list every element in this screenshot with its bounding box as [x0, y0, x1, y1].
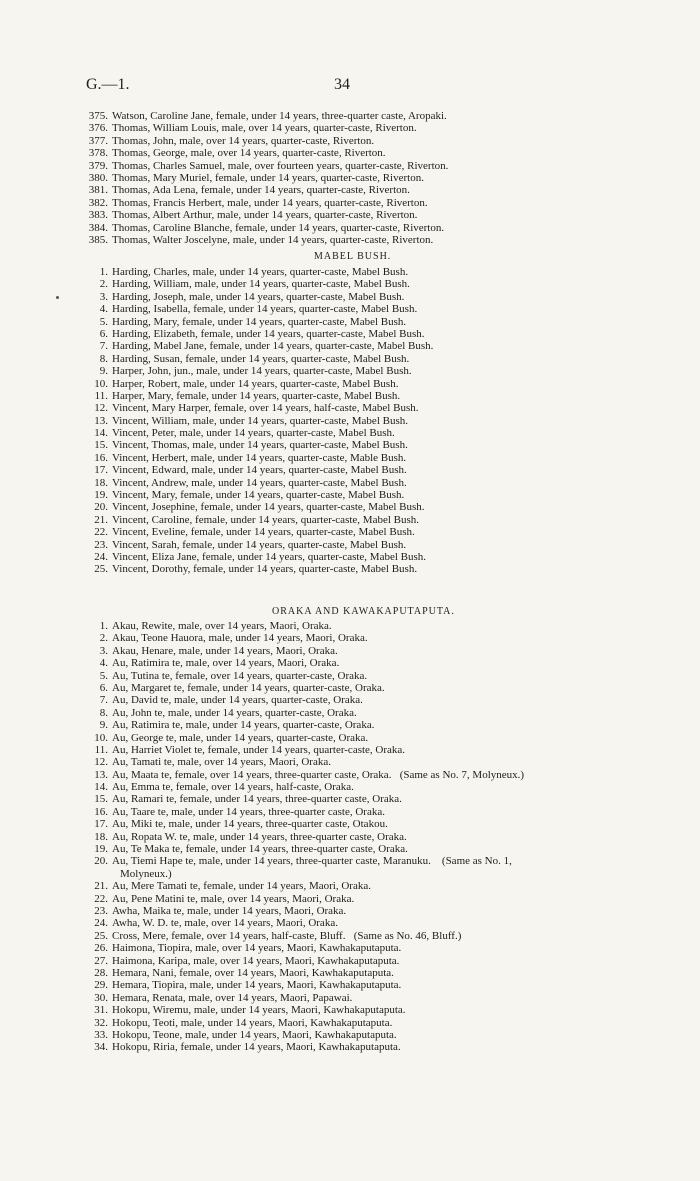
entry-number: 3.	[99, 290, 108, 303]
list-item	[80, 979, 524, 991]
entry-text	[112, 303, 433, 315]
entry-text	[112, 707, 524, 719]
entry-description: Harding, Susan, female, under 14 years, quarter-caste, Mabel Bush.	[112, 352, 410, 365]
entry-text	[112, 955, 524, 967]
entry-list-mabel-bush	[80, 266, 433, 576]
entry-description: Awha, W. D. te, male, over 14 years, Maori, Oraka.	[112, 917, 338, 930]
section-heading-oraka: ORAKA AND KAWAKAPUTAPUTA.	[272, 606, 455, 617]
list-item	[80, 793, 524, 805]
entry-description: Harding, Charles, male, under 14 years, quarter-caste, Mabel Bush.	[112, 266, 409, 278]
entry-number: 11.	[94, 389, 108, 402]
entry-description: Harding, Mary, female, under 14 years, quarter-caste, Mabel Bush.	[112, 315, 407, 328]
entry-description: Harper, Mary, female, under 14 years, quarter-caste, Mabel Bush.	[112, 389, 401, 402]
entry-number: 6.	[99, 327, 108, 340]
entry-number: 13.	[94, 414, 108, 427]
entry-number: 14.	[94, 427, 108, 440]
entry-number: 380.	[88, 171, 108, 184]
entry-number: 31.	[94, 1004, 108, 1017]
list-item	[80, 905, 524, 917]
list-item	[80, 806, 524, 818]
list-item	[80, 781, 524, 793]
entry-number: 1.	[99, 266, 108, 278]
entry-number: 381.	[88, 184, 108, 197]
list-item	[80, 1017, 524, 1029]
entry-text	[112, 501, 433, 513]
entry-description: Thomas, Albert Arthur, male, under 14 years, quarter-caste, Riverton.	[112, 209, 418, 222]
entry-number: 2.	[99, 632, 108, 645]
entry-description: Harding, Mabel Jane, female, under 14 years, quarter-caste, Mabel Bush.	[112, 340, 434, 353]
list-item	[80, 670, 524, 682]
entry-number: 18.	[94, 830, 108, 843]
entry-number: 21.	[94, 513, 108, 526]
entry-description: Vincent, Josephine, female, under 14 years, quarter-caste, Mabel Bush.	[112, 501, 425, 514]
entry-text	[112, 291, 433, 303]
entry-number: 33.	[94, 1028, 108, 1041]
entry-number: 21.	[94, 880, 108, 893]
entry-number: 377.	[88, 134, 108, 147]
entry-number: 12.	[94, 402, 108, 415]
entry-number: 23.	[94, 538, 108, 551]
list-item	[80, 682, 524, 694]
list-item	[80, 122, 448, 134]
entry-description: Vincent, Andrew, male, under 14 years, quarter-caste, Mabel Bush.	[112, 476, 407, 489]
entry-description: Vincent, Sarah, female, under 14 years, quarter-caste, Mabel Bush.	[112, 538, 407, 551]
entry-text	[112, 184, 448, 196]
entry-number: 12.	[94, 756, 108, 769]
list-item	[80, 464, 433, 476]
entry-description: Harding, Isabella, female, under 14 years, quarter-caste, Mabel Bush.	[112, 303, 418, 316]
entry-text	[112, 694, 524, 706]
entry-text	[112, 942, 524, 954]
entry-text	[112, 1004, 524, 1016]
entry-cross-reference: (Same as No. 1,	[441, 855, 512, 868]
entry-number: 379.	[88, 159, 108, 172]
list-item	[80, 769, 524, 781]
entry-description: Haimona, Tiopira, male, over 14 years, Maori, Kawhakaputaputa.	[112, 942, 402, 955]
entry-description: Au, David te, male, under 14 years, quarter-caste, Oraka.	[112, 694, 363, 707]
entry-description: Au, Ramari te, female, under 14 years, three-quarter caste, Oraka.	[112, 793, 402, 806]
entry-number: 382.	[88, 196, 108, 209]
list-item	[80, 992, 524, 1004]
entry-text	[112, 172, 448, 184]
entry-description: Au, Tamati te, male, over 14 years, Maori, Oraka.	[112, 756, 331, 769]
entry-text	[112, 620, 524, 632]
entry-text	[112, 1029, 524, 1041]
entry-text	[112, 917, 524, 929]
entry-description: Hemara, Nani, female, over 14 years, Maori, Kawhakaputaputa.	[112, 966, 394, 979]
entry-number: 4.	[99, 657, 108, 670]
list-item	[80, 328, 433, 340]
list-item	[80, 135, 448, 147]
entry-text	[112, 793, 524, 805]
entry-number: 16.	[94, 805, 108, 818]
list-item	[80, 184, 448, 196]
list-item	[80, 340, 433, 352]
entry-description: Au, George te, male, under 14 years, quarter-caste, Oraka.	[112, 731, 369, 744]
entry-text	[112, 452, 433, 464]
entry-text	[112, 657, 524, 669]
list-item	[80, 365, 433, 377]
entry-description: Hemara, Renata, male, over 14 years, Maori, Papawai.	[112, 991, 353, 1004]
entry-description: Harper, John, jun., male, under 14 years, quarter-caste, Mabel Bush.	[112, 365, 412, 378]
list-item	[80, 732, 524, 744]
entry-text	[112, 843, 524, 855]
entry-description: Vincent, Peter, male, under 14 years, quarter-caste, Mabel Bush.	[112, 427, 395, 440]
entry-number: 17.	[94, 464, 108, 477]
entry-text	[112, 340, 433, 352]
entry-description: Au, Miki te, male, under 14 years, three-quarter caste, Otakou.	[112, 818, 388, 831]
entry-description: Vincent, Edward, male, under 14 years, quarter-caste, Mabel Bush.	[112, 464, 407, 477]
entry-text	[112, 316, 433, 328]
entry-text	[112, 1017, 524, 1029]
entry-description: Akau, Teone Hauora, male, under 14 years, Maori, Oraka.	[112, 632, 368, 645]
entry-text	[112, 489, 433, 501]
entry-text	[112, 278, 433, 290]
list-item	[80, 427, 433, 439]
entry-description: Au, Ropata W. te, male, under 14 years, three-quarter caste, Oraka.	[112, 830, 407, 843]
entry-text	[112, 147, 448, 159]
entry-number: 24.	[94, 550, 108, 563]
entry-description: Thomas, Charles Samuel, male, over fourteen years, quarter-caste, Riverton.	[112, 159, 449, 172]
entry-description: Awha, Maika te, male, under 14 years, Maori, Oraka.	[112, 905, 347, 917]
list-item	[80, 563, 433, 575]
entry-text	[112, 415, 433, 427]
entry-description: Au, Harriet Violet te, female, under 14 years, quarter-caste, Oraka.	[112, 743, 406, 756]
entry-number: 9.	[99, 365, 108, 378]
entry-number: 30.	[94, 991, 108, 1004]
entry-number: 17.	[94, 818, 108, 831]
entry-description: Vincent, Eliza Jane, female, under 14 years, quarter-caste, Mabel Bush.	[112, 550, 427, 563]
entry-description: Haimona, Karipa, male, over 14 years, Maori, Kawhakaputaputa.	[112, 954, 400, 967]
list-item	[80, 415, 433, 427]
entry-number: 10.	[94, 731, 108, 744]
list-item	[80, 439, 433, 451]
list-item	[80, 452, 433, 464]
entry-number: 10.	[94, 377, 108, 390]
entry-number: 26.	[94, 942, 108, 955]
entry-description: Harding, Elizabeth, female, under 14 years, quarter-caste, Mabel Bush.	[112, 327, 425, 340]
entry-number: 5.	[99, 315, 108, 328]
entry-description: Harding, Joseph, male, under 14 years, quarter-caste, Mabel Bush.	[112, 290, 405, 303]
entry-description: Thomas, Mary Muriel, female, under 14 years, quarter-caste, Riverton.	[112, 171, 424, 184]
entry-text	[112, 967, 524, 979]
entry-description: Thomas, John, male, over 14 years, quarter-caste, Riverton.	[112, 134, 375, 147]
entry-text	[112, 979, 524, 991]
entry-number: 7.	[99, 340, 108, 353]
list-item	[80, 930, 524, 942]
entry-number: 15.	[94, 439, 108, 452]
entry-text	[112, 234, 448, 246]
entry-text	[112, 209, 448, 221]
list-item	[80, 818, 524, 830]
entry-text	[112, 526, 433, 538]
entry-description: Hokopu, Riria, female, under 14 years, Maori, Kawhakaputaputa.	[112, 1041, 401, 1054]
list-item	[80, 843, 524, 855]
entry-number: 9.	[99, 719, 108, 732]
entry-number: 385.	[88, 233, 108, 246]
entry-description: Thomas, Francis Herbert, male, under 14 years, quarter-caste, Riverton.	[112, 196, 428, 209]
entry-description: Akau, Rewite, male, over 14 years, Maori, Oraka.	[112, 620, 332, 632]
list-item	[80, 1041, 524, 1053]
list-item	[80, 197, 448, 209]
entry-number: 3.	[99, 644, 108, 657]
list-item	[80, 266, 433, 278]
entry-description: Au, Pene Matini te, male, over 14 years, Maori, Oraka.	[112, 892, 355, 905]
entry-text	[112, 732, 524, 744]
entry-text	[112, 756, 524, 768]
list-item	[80, 917, 524, 929]
entry-text	[112, 390, 433, 402]
entry-description: Vincent, Herbert, male, under 14 years, quarter-caste, Mable Bush.	[112, 451, 407, 464]
entry-number: 23.	[94, 905, 108, 917]
entry-text	[112, 781, 524, 793]
list-item	[80, 110, 448, 122]
entry-number: 384.	[88, 221, 108, 234]
entry-text	[112, 122, 448, 134]
entry-description: Harding, William, male, under 14 years, quarter-caste, Mabel Bush.	[112, 278, 410, 291]
entry-number: 29.	[94, 979, 108, 992]
entry-text	[112, 266, 433, 278]
list-item	[80, 880, 524, 892]
list-item	[80, 831, 524, 843]
entry-text	[112, 855, 524, 867]
entry-description: Vincent, Caroline, female, under 14 years, quarter-caste, Mabel Bush.	[112, 513, 420, 526]
entry-text	[112, 719, 524, 731]
entry-number: 378.	[88, 147, 108, 160]
list-item	[80, 147, 448, 159]
entry-description: Thomas, George, male, over 14 years, quarter-caste, Riverton.	[112, 147, 386, 160]
entry-text	[112, 378, 433, 390]
entry-text	[112, 818, 524, 830]
list-item	[80, 756, 524, 768]
entry-text	[112, 477, 433, 489]
entry-number: 2.	[99, 278, 108, 291]
entry-number: 22.	[94, 526, 108, 539]
list-item	[80, 477, 433, 489]
entry-description: Au, John te, male, under 14 years, quarter-caste, Oraka.	[112, 706, 357, 719]
list-item	[80, 1004, 524, 1016]
entry-number: 13.	[94, 768, 108, 781]
entry-text	[112, 222, 448, 234]
entry-number: 16.	[94, 451, 108, 464]
list-item	[80, 942, 524, 954]
list-item	[80, 1029, 524, 1041]
list-item	[80, 539, 433, 551]
entry-number: 19.	[94, 843, 108, 856]
entry-number: 20.	[94, 501, 108, 514]
list-item	[80, 222, 448, 234]
entry-description: Thomas, Ada Lena, female, under 14 years, quarter-caste, Riverton.	[112, 184, 410, 197]
entry-number: 14.	[94, 781, 108, 794]
entry-number: 24.	[94, 917, 108, 930]
entry-list-riverton	[80, 110, 448, 246]
list-item	[80, 855, 524, 880]
list-item	[80, 893, 524, 905]
entry-description: Vincent, Eveline, female, under 14 years, quarter-caste, Mabel Bush.	[112, 526, 415, 539]
entry-number: 4.	[99, 303, 108, 316]
entry-list-oraka	[80, 620, 524, 1054]
entry-description: Au, Mere Tamati te, female, under 14 years, Maori, Oraka.	[112, 880, 371, 893]
list-item	[80, 632, 524, 644]
entry-text	[112, 682, 524, 694]
entry-text	[112, 197, 448, 209]
entry-text	[112, 110, 448, 122]
entry-description: Vincent, Dorothy, female, under 14 years, quarter-caste, Mabel Bush.	[112, 563, 418, 576]
margin-mark	[56, 296, 59, 299]
list-item	[80, 694, 524, 706]
list-item	[80, 719, 524, 731]
entry-number: 34.	[94, 1041, 108, 1054]
entry-number: 8.	[99, 352, 108, 365]
entry-text	[112, 806, 524, 818]
list-item	[80, 278, 433, 290]
entry-text	[112, 160, 448, 172]
entry-number: 15.	[94, 793, 108, 806]
entry-description: Au, Tutina te, female, over 14 years, quarter-caste, Oraka.	[112, 669, 368, 682]
entry-text	[112, 353, 433, 365]
list-item	[80, 501, 433, 513]
entry-number: 19.	[94, 489, 108, 502]
entry-number: 20.	[94, 855, 108, 868]
entry-description: Vincent, Mary, female, under 14 years, quarter-caste, Mabel Bush.	[112, 489, 405, 502]
entry-description: Thomas, Walter Joscelyne, male, under 14 years, quarter-caste, Riverton.	[112, 233, 434, 246]
entry-text	[112, 427, 433, 439]
entry-description: Au, Margaret te, female, under 14 years, quarter-caste, Oraka.	[112, 681, 385, 694]
list-item	[80, 353, 433, 365]
entry-cross-reference: (Same as No. 46, Bluff.)	[353, 929, 462, 942]
entry-continuation: Molyneux.)	[120, 867, 172, 880]
entry-number: 25.	[94, 563, 108, 576]
entry-text	[112, 464, 433, 476]
list-item	[80, 209, 448, 221]
entry-text	[112, 135, 448, 147]
entry-number: 5.	[99, 669, 108, 682]
entry-number: 28.	[94, 966, 108, 979]
entry-description: Au, Maata te, female, over 14 years, three-quarter caste, Oraka.	[112, 768, 392, 781]
list-item	[80, 645, 524, 657]
entry-description: Cross, Mere, female, over 14 years, half-caste, Bluff.	[112, 929, 346, 942]
entry-number: 27.	[94, 954, 108, 967]
list-item	[80, 707, 524, 719]
entry-text	[112, 670, 524, 682]
entry-text	[112, 632, 524, 644]
entry-number: 1.	[99, 620, 108, 632]
list-item	[80, 402, 433, 414]
entry-description: Au, Te Maka te, female, under 14 years, three-quarter caste, Oraka.	[112, 843, 408, 856]
entry-number: 6.	[99, 681, 108, 694]
entry-number: 11.	[94, 743, 108, 756]
entry-description: Thomas, William Louis, male, over 14 years, quarter-caste, Riverton.	[112, 122, 417, 135]
list-item	[80, 657, 524, 669]
list-item	[80, 160, 448, 172]
entry-number: 376.	[88, 122, 108, 135]
list-item	[80, 955, 524, 967]
entry-description: Watson, Caroline Jane, female, under 14 years, three-quarter caste, Aropaki.	[112, 110, 447, 122]
entry-text	[112, 893, 524, 905]
entry-text	[112, 831, 524, 843]
list-item	[80, 620, 524, 632]
entry-text	[112, 539, 433, 551]
entry-description: Hokopu, Teone, male, under 14 years, Maori, Kawhakaputaputa.	[112, 1028, 397, 1041]
section-heading-mabel-bush: MABEL BUSH.	[314, 251, 392, 262]
list-item	[80, 390, 433, 402]
entry-number: 7.	[99, 694, 108, 707]
entry-text	[112, 328, 433, 340]
entry-text	[112, 905, 524, 917]
list-item	[80, 172, 448, 184]
entry-description: Vincent, Thomas, male, under 14 years, quarter-caste, Mabel Bush.	[112, 439, 408, 452]
entry-text	[112, 402, 433, 414]
list-item	[80, 551, 433, 563]
entry-text	[112, 514, 433, 526]
list-item	[80, 316, 433, 328]
entry-description: Harper, Robert, male, under 14 years, quarter-caste, Mabel Bush.	[112, 377, 399, 390]
entry-description: Au, Taare te, male, under 14 years, three-quarter caste, Oraka.	[112, 805, 385, 818]
entry-description: Vincent, Mary Harper, female, over 14 years, half-caste, Mabel Bush.	[112, 402, 419, 415]
entry-number: 383.	[88, 209, 108, 222]
entry-text	[112, 439, 433, 451]
entry-description: Au, Ratimira te, male, over 14 years, Maori, Oraka.	[112, 657, 340, 670]
entry-description: Vincent, William, male, under 14 years, quarter-caste, Mabel Bush.	[112, 414, 408, 427]
entry-cross-reference: (Same as No. 7, Molyneux.)	[399, 768, 525, 781]
entry-text	[112, 365, 433, 377]
entry-number: 8.	[99, 706, 108, 719]
entry-number: 22.	[94, 892, 108, 905]
list-item	[80, 489, 433, 501]
entry-text	[112, 563, 433, 575]
list-item	[80, 744, 524, 756]
entry-text	[112, 992, 524, 1004]
list-item	[80, 967, 524, 979]
entry-number: 18.	[94, 476, 108, 489]
entry-text	[112, 769, 524, 781]
entry-number: 32.	[94, 1016, 108, 1029]
entry-number: 375.	[88, 110, 108, 122]
entry-description: Au, Emma te, female, over 14 years, half-caste, Oraka.	[112, 781, 354, 794]
entry-description: Au, Tiemi Hape te, male, under 14 years, three-quarter caste, Maranuku.	[112, 855, 431, 868]
entry-number: 25.	[94, 929, 108, 942]
list-item	[80, 291, 433, 303]
list-item	[80, 234, 448, 246]
list-item	[80, 303, 433, 315]
list-item	[80, 526, 433, 538]
entry-text	[112, 744, 524, 756]
entry-text	[112, 1041, 524, 1053]
list-item	[80, 378, 433, 390]
entry-text	[112, 930, 524, 942]
entry-description: Hokopu, Teoti, male, under 14 years, Maori, Kawhakaputaputa.	[112, 1016, 393, 1029]
entry-description: Thomas, Caroline Blanche, female, under 14 years, quarter-caste, Riverton.	[112, 221, 445, 234]
page-number: 34	[334, 76, 350, 93]
entry-description: Hemara, Tiopira, male, under 14 years, Maori, Kawhakaputaputa.	[112, 979, 402, 992]
list-item	[80, 514, 433, 526]
entry-description: Hokopu, Wiremu, male, under 14 years, Maori, Kawhakaputaputa.	[112, 1004, 406, 1017]
entry-text	[112, 551, 433, 563]
entry-text	[112, 645, 524, 657]
entry-text	[112, 880, 524, 892]
entry-description: Au, Ratimira te, male, under 14 years, quarter-caste, Oraka.	[112, 719, 375, 732]
entry-description: Akau, Henare, male, under 14 years, Maori, Oraka.	[112, 644, 338, 657]
document-reference: G.—1.	[86, 76, 130, 93]
page-header	[86, 76, 646, 98]
